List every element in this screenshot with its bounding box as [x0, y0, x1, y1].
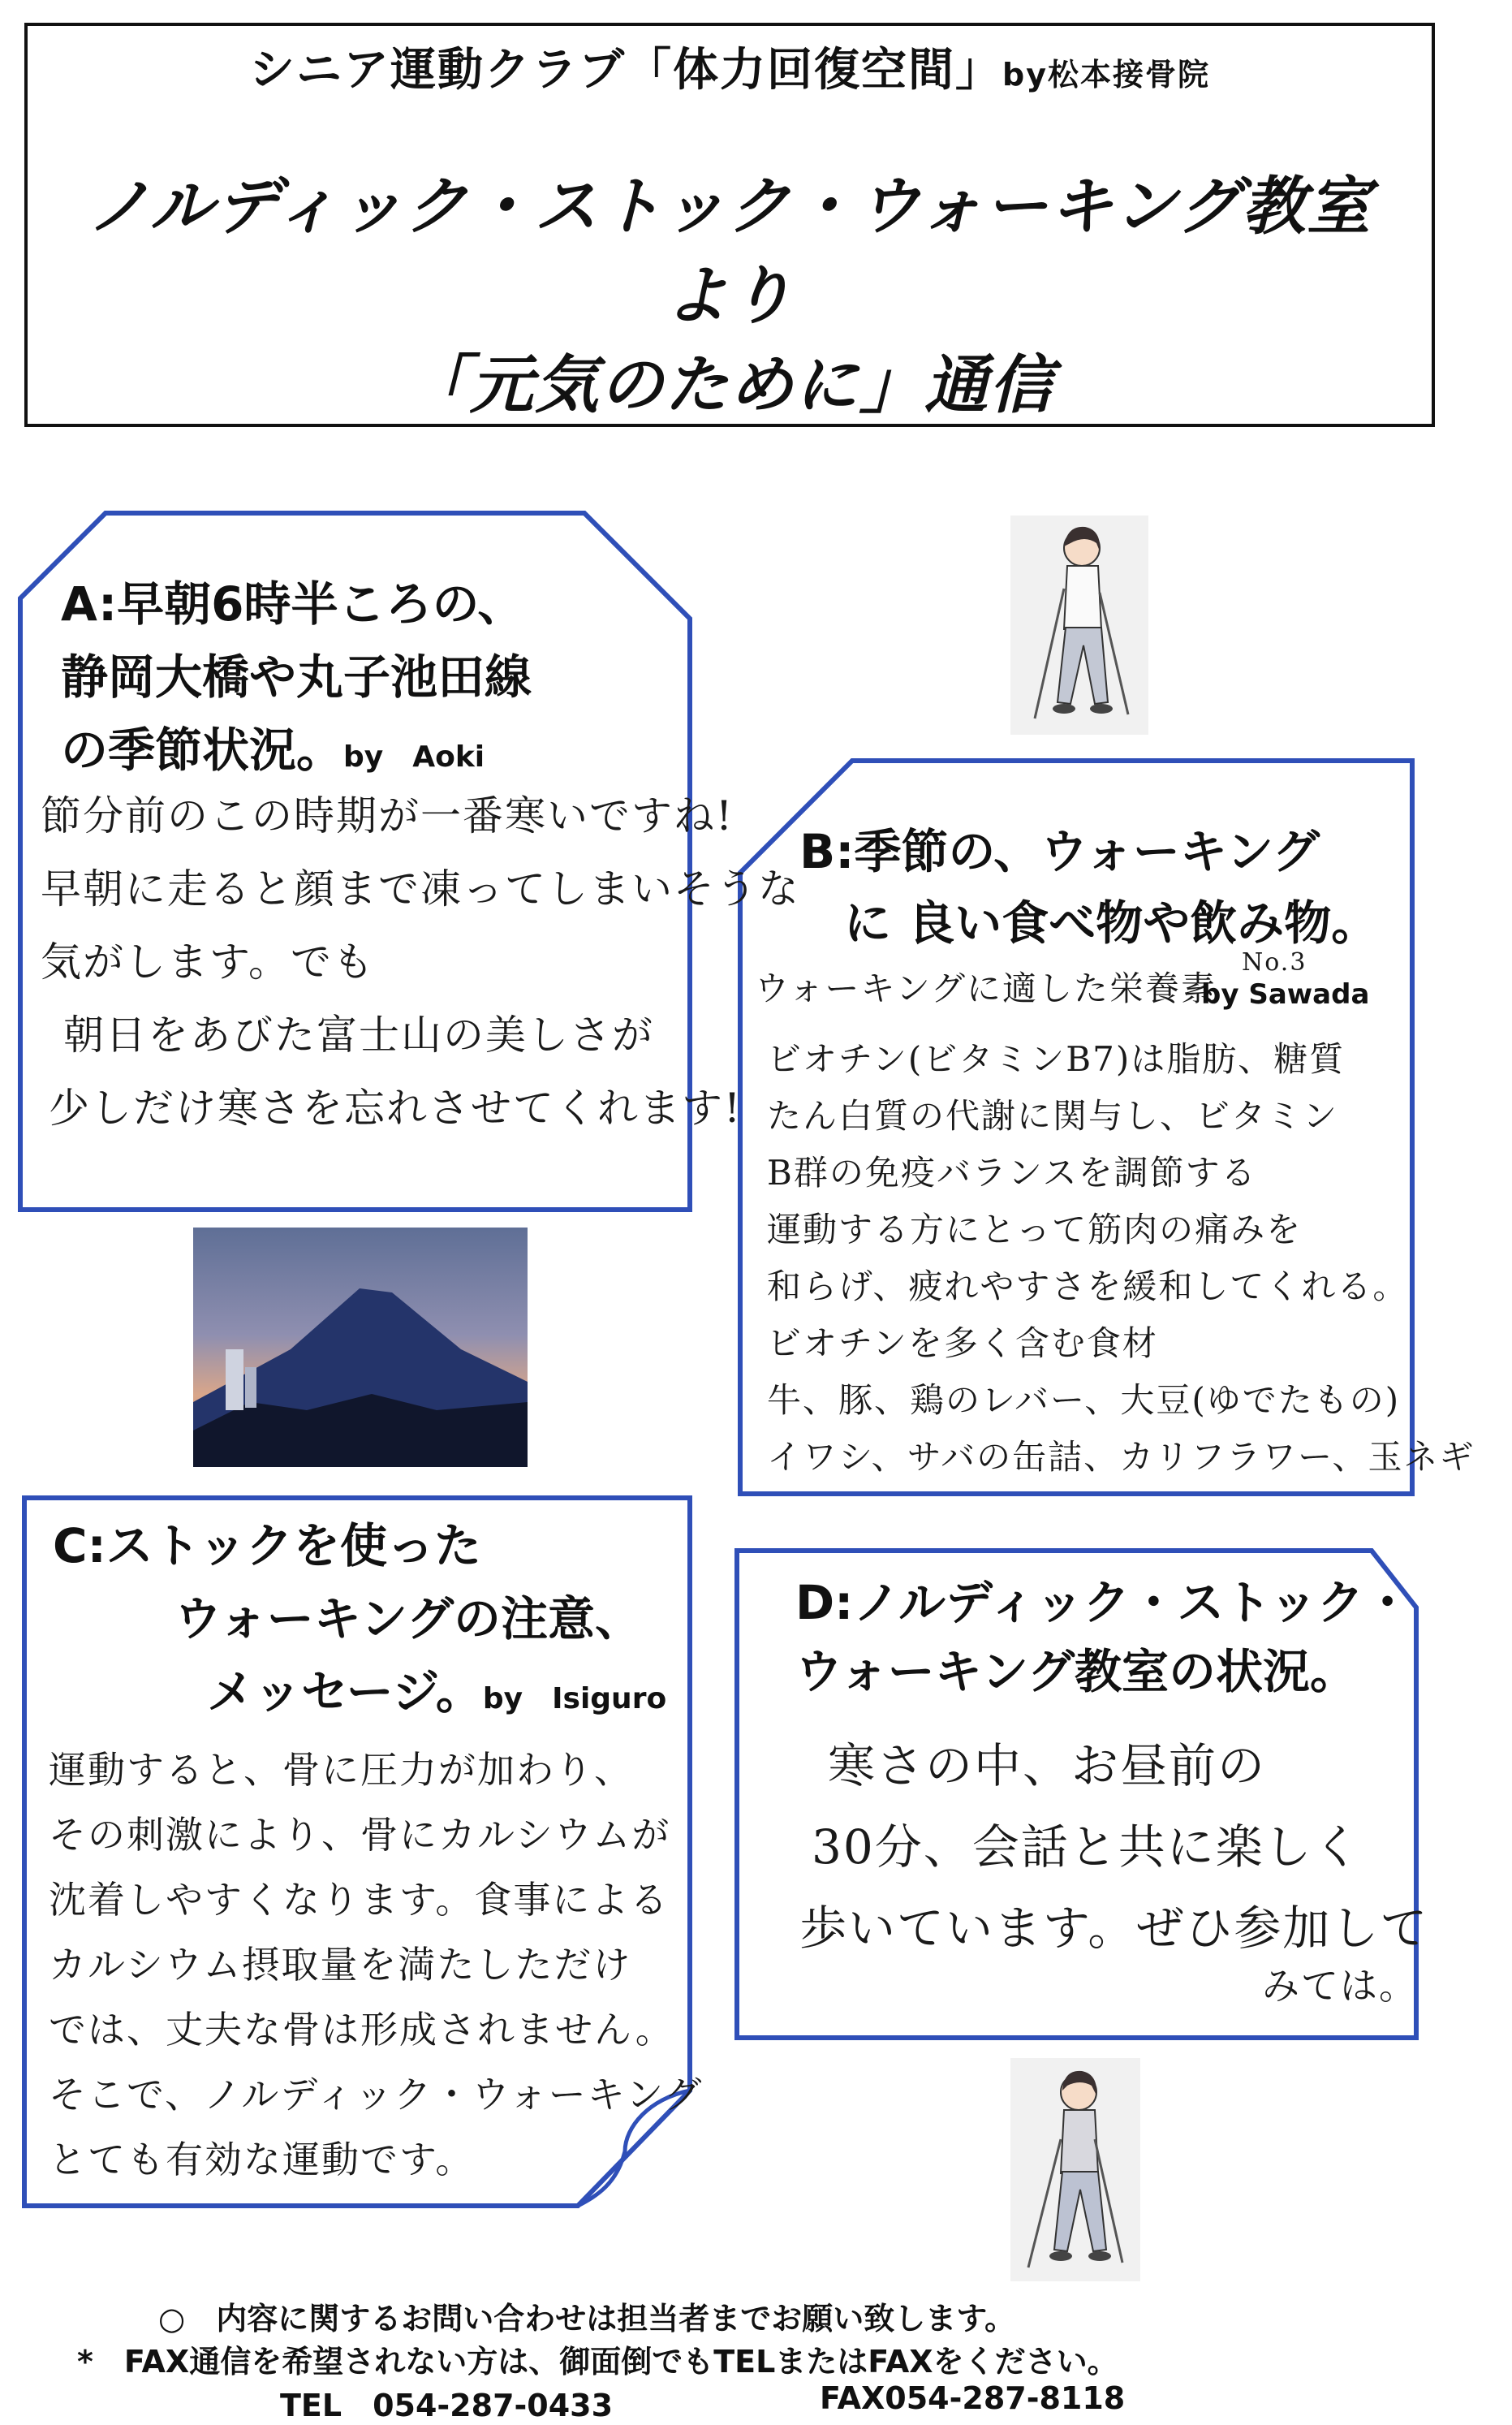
section-a-title-text: の季節状況。 — [61, 723, 344, 778]
section-b-author: by Sawada — [1201, 978, 1370, 1011]
section-b-line: 運動する方にとって筋肉の痛みを — [767, 1210, 1303, 1249]
newsletter-title-line1: ノルディック・ストック・ウォーキング教室 — [87, 170, 1372, 244]
club-name: シニア運動クラブ「体力回復空間」 — [249, 44, 1002, 97]
section-b-line: イワシ、サバの缶詰、カリフラワー、玉ネギ — [767, 1437, 1475, 1477]
section-c-title-line3 — [207, 1656, 666, 1735]
nordic-walker-top-illustration — [1010, 516, 1148, 735]
section-a-title-line1: A:早朝6時半ころの、 — [61, 576, 525, 632]
section-a-line: 朝日をあびた富士山の美しさが — [63, 1012, 654, 1059]
section-c-author: by Isiguro — [482, 1682, 667, 1715]
footer-inquiry — [158, 2293, 1015, 2338]
section-b-subtitle: ウォーキングに適した栄養素 — [755, 969, 1217, 1008]
section-a-title-line2: 静岡大橋や丸子池田線 — [61, 649, 532, 705]
section-b-line: たん白質の代謝に関与し、ビタミン — [767, 1096, 1339, 1136]
mount-fuji-sunrise-photo — [193, 1228, 528, 1467]
section-d-title-line1: D:ノルディック・ストック・ — [795, 1575, 1411, 1630]
section-b-title-line1: B:季節の、ウォーキング — [799, 824, 1320, 879]
section-d-line: 歩いています。ぜひ参加して — [799, 1901, 1429, 1956]
section-c-title-text: メッセージ。 — [207, 1664, 483, 1720]
nordic-walker-bottom-illustration — [1010, 2058, 1140, 2281]
section-c-title-line2: ウォーキングの注意、 — [174, 1591, 642, 1646]
section-a-line: 気がします。でも — [41, 939, 375, 986]
club-by: by松本接骨院 — [1002, 57, 1210, 93]
section-c-line: そこで、ノルディック・ウォーキング — [49, 2073, 704, 2116]
section-c-line: その刺激により、骨にカルシウムが — [49, 1813, 671, 1857]
section-d-last-line: みては。 — [1262, 1964, 1418, 2008]
section-c-line: カルシウム摂取量を満たしただけ — [49, 1943, 632, 1987]
section-b-line: 牛、豚、鶏のレバー、大豆(ゆでたもの) — [767, 1380, 1401, 1420]
section-b-line: 和らげ、疲れやすさを緩和してくれる。 — [767, 1266, 1409, 1306]
section-b-number: No.3 — [1242, 948, 1307, 977]
section-a-line: 少しだけ寒さを忘れさせてくれます! — [49, 1085, 743, 1132]
footer-inquiry-text: 内容に関するお問い合わせは担当者までお願い致します。 — [216, 2301, 1016, 2337]
section-b-line: B群の免疫バランスを調節する — [767, 1153, 1257, 1193]
section-a-line: 節分前のこの時期が一番寒いですね! — [41, 792, 734, 839]
section-c-line: 運動すると、骨に圧力が加わり、 — [49, 1748, 633, 1792]
section-b-title-line2: に 良い食べ物や飲み物。 — [844, 895, 1379, 951]
footer-fax-note-text: FAX通信を希望されない方は、御面倒でもTELまたはFAXをください。 — [123, 2344, 1118, 2380]
newsletter-title-line2: より — [664, 260, 795, 333]
footer-fax-note — [77, 2337, 1118, 2381]
section-c-line: とても有効な運動です。 — [49, 2138, 475, 2181]
section-d-line: 寒さの中、お昼前の — [828, 1738, 1267, 1793]
section-a-line: 早朝に走ると顔まで凍ってしまいそうな — [41, 865, 800, 913]
section-d-title-line2: ウォーキング教室の状況。 — [795, 1644, 1357, 1699]
section-d-line: 30分、会話と共に楽しく — [812, 1819, 1362, 1875]
footer-tel: TEL 054-287-0433 — [280, 2388, 614, 2423]
newsletter-title-line3: 「元気のために」通信 — [404, 349, 1054, 422]
section-c-title-line1: C:ストックを使った — [53, 1518, 482, 1573]
section-b-line: ビオチンを多く含む食材 — [767, 1323, 1158, 1363]
footer-bullet: ○ — [158, 2301, 186, 2337]
section-b-line: ビオチン(ビタミンB7)は脂肪、糖質 — [767, 1039, 1346, 1079]
footer-asterisk: * — [77, 2344, 93, 2380]
section-c-line: では、丈夫な骨は形成されません。 — [49, 2008, 674, 2052]
section-a-author: by Aoki — [343, 740, 485, 774]
section-c-line: 沈着しやすくなります。食事による — [49, 1878, 670, 1922]
footer-fax: FAX054-287-8118 — [820, 2380, 1126, 2416]
